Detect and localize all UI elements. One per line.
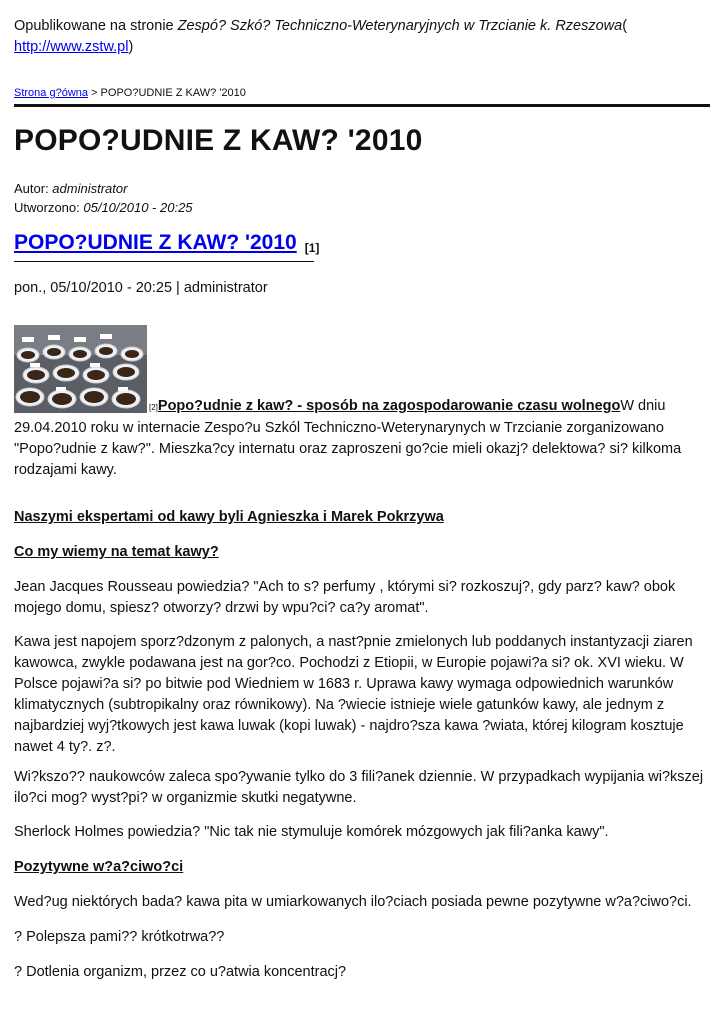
positive-intro: Wed?ug niektórych bada? kawa pita w umiarkowanych ilo?ciach posiada pewne pozytywne w?a?ciwo?ci. (14, 894, 692, 910)
section-heading-positive: Pozytywne w?a?ciwo?ci (14, 859, 184, 875)
author-line (14, 181, 127, 196)
site-url-link[interactable]: http://www.zstw.pl (14, 39, 129, 55)
published-prefix: Opublikowane na stronie (14, 18, 178, 34)
header-divider (14, 104, 710, 107)
section-heading-kawa: Co my wiemy na temat kawy? (14, 544, 219, 560)
experts-line: Naszymi ekspertami od kawy byli Agnieszka i Marek Pokrzywa (14, 509, 444, 525)
list-item: ? Polepsza pami?? krótkotrwa?? (14, 929, 225, 945)
lead-paragraph (14, 396, 714, 481)
post-date-line: pon., 05/10/2010 - 20:25 | administrator (14, 280, 268, 296)
holmes-quote: Sherlock Holmes powiedzia? "Nic tak nie stymuluje komórek mózgowych jak fili?anka kawy". (14, 824, 609, 840)
breadcrumb-home-link[interactable]: Strona g?ówna (14, 87, 88, 99)
site-name: Zespó? Szkó? Techniczno-Weterynaryjnych w Trzcianie k. Rzeszowa (177, 18, 623, 34)
published-note (14, 16, 714, 58)
article-heading (14, 231, 319, 255)
close-paren: ) (128, 39, 134, 55)
image-footnote-mark: [2] (149, 403, 158, 412)
breadcrumb-separator: > (88, 87, 101, 99)
rousseau-quote: Jean Jacques Rousseau powiedzia? "Ach to s? perfumy , którymi si? rozkoszuj?, gdy parz? kaw? obok mojego domu, spiesz? otworzy? drzwi by wpu?ci? ca?y aromat". (14, 579, 676, 616)
page-title: POPO?UDNIE Z KAW? '2010 (14, 124, 423, 157)
footnote-ref-1: [1] (304, 241, 320, 255)
created-label: Utworzono: (14, 200, 84, 215)
lead-bold-text: Popo?udnie z kaw? - sposób na zagospodarowanie czasu wolnego (157, 398, 621, 414)
breadcrumb-current: POPO?UDNIE Z KAW? '2010 (100, 87, 246, 99)
created-value: 05/10/2010 - 20:25 (83, 200, 193, 215)
scientists-paragraph: Wi?kszo?? naukowców zaleca spo?ywanie tylko do 3 fili?anek dziennie. W przypadkach wypijania wi?kszej ilo?ci mog? wyst?pi? w organizmie skutki negatywne. (14, 769, 704, 806)
author-value: administrator (52, 181, 128, 196)
breadcrumb (14, 87, 246, 99)
article-title-link[interactable]: POPO?UDNIE Z KAW? '2010 (14, 231, 297, 254)
author-label: Autor: (14, 181, 53, 196)
heading-underline (14, 261, 314, 262)
kawa-paragraph: Kawa jest napojem sporz?dzonym z palonych, a nast?pnie zmielonych lub poddanych instantyzacji ziaren kawowca, zwykle podawana jest na gor?co. Pochodzi z Etiopii, w Europie pojawi?a si? ok. XVI wieku. W Polsce pojawi?a si? po bitwie pod Wiedniem w 1683 r. Uprawa kawy wymaga odpowiednich warunków klimatycznych (subtropikalny oraz równikowy). Na ?wiecie istnieje wiele gatunków kawy, ale jednym z najbardziej wyj?tkowych jest kawa luwak (kopi luwak) - najdro?sza kawa ?wiata, której kilogram kosztuje nawet 4 ty?. z?. (14, 634, 693, 755)
list-item: ? Dotlenia organizm, przez co u?atwia koncentracj? (14, 964, 347, 980)
lead-text: W dniu 29.04.2010 roku w internacie Zespo?u Szkól Techniczno-Weterynarynych w Trzcianie zorganizowano "Popo?udnie z kaw?". Mieszka?cy internatu oraz zaproszeni go?cie mieli okazj? delektowa? si? kilkoma rodzajami kawy. (14, 398, 682, 478)
open-paren: ( (622, 18, 628, 34)
created-line (14, 200, 193, 215)
